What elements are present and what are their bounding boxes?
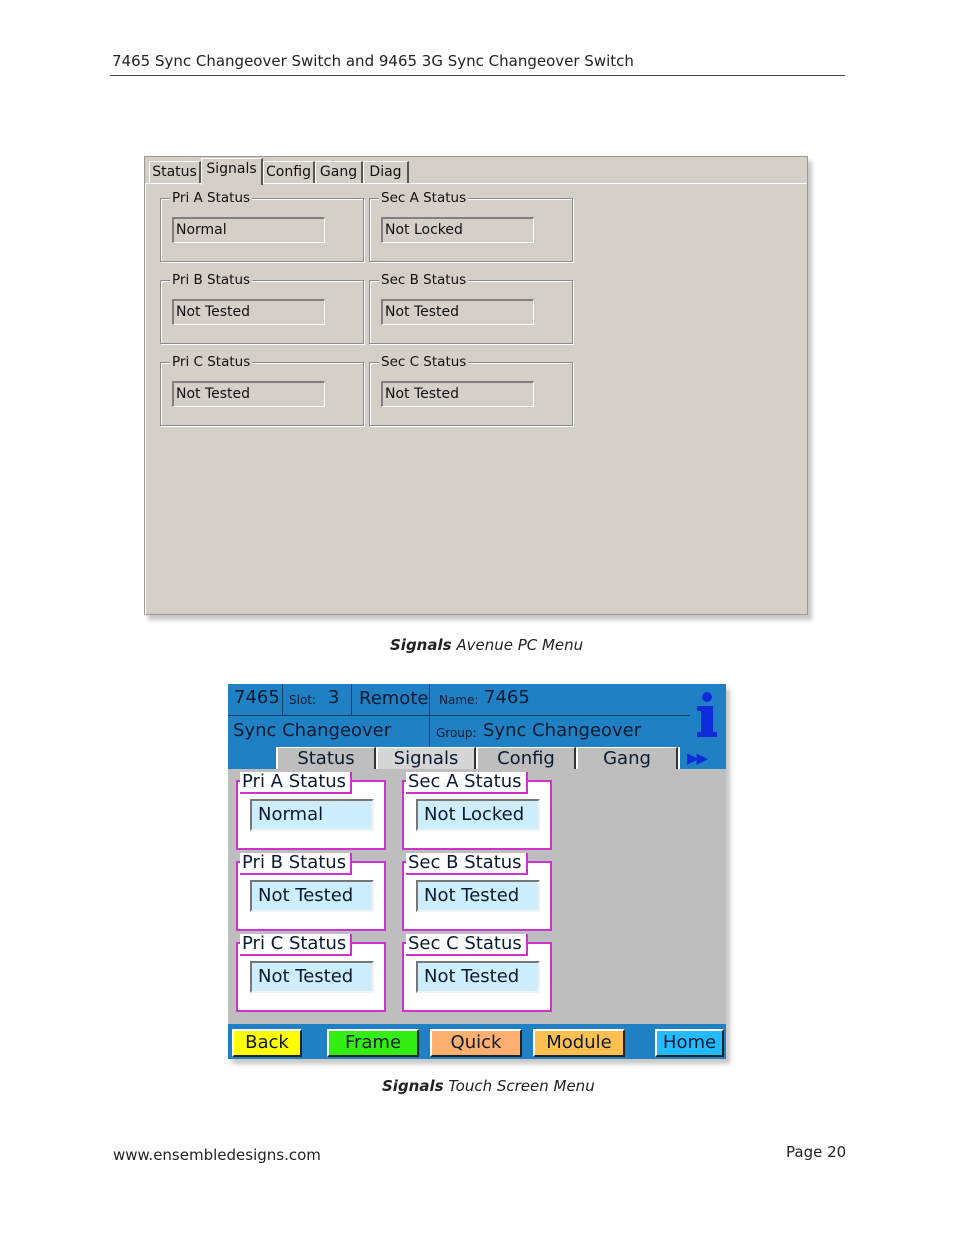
pc-group-sec-b: [369, 272, 573, 344]
frame-button[interactable]: Frame: [327, 1029, 419, 1057]
pc-signals-panel: [144, 156, 808, 615]
ts-group-sec-c: [402, 933, 552, 1012]
ts-slot-label: Slot:: [289, 693, 317, 707]
module-button[interactable]: Module: [533, 1029, 625, 1057]
ts-group-label: Group:: [436, 726, 477, 740]
pc-tab-config[interactable]: Config: [263, 161, 315, 183]
quick-button[interactable]: Quick: [430, 1029, 522, 1057]
pc-tab-signals[interactable]: Signals: [201, 158, 263, 185]
ts-group-title: Sec C Status: [406, 934, 528, 956]
pc-status-field: Not Tested: [381, 299, 534, 325]
pc-group-label: Pri B Status: [172, 272, 251, 288]
pc-group-pri-b: [160, 272, 364, 344]
caption-bold: Signals: [390, 636, 452, 654]
info-icon-dot: [702, 692, 712, 702]
ts-status-field: Not Tested: [416, 880, 540, 912]
ts-group-pri-b: [236, 852, 386, 931]
ts-tab-signals[interactable]: Signals: [376, 747, 476, 769]
ts-group-sec-b: [402, 852, 552, 931]
ts-mode: Remote: [359, 688, 429, 709]
pc-status-field: Not Tested: [172, 381, 325, 407]
ts-divider: [351, 684, 352, 715]
ts-divider: [429, 715, 430, 746]
ts-group-pri-a: [236, 771, 386, 850]
ts-slot-value: 3: [328, 687, 340, 708]
pc-group-sec-a: [369, 190, 573, 262]
caption-text: Touch Screen Menu: [443, 1077, 595, 1095]
pc-group-sec-c: [369, 354, 573, 426]
pc-status-field: Not Locked: [381, 217, 534, 243]
pc-group-label: Pri A Status: [172, 190, 251, 206]
ts-group-pri-c: [236, 933, 386, 1012]
pc-group-label: Sec A Status: [381, 190, 467, 206]
pc-status-field: Not Tested: [381, 381, 534, 407]
ts-status-field: Not Tested: [416, 961, 540, 993]
pc-status-field: Normal: [172, 217, 325, 243]
info-icon-stem: [701, 706, 713, 734]
touch-menu-caption: [382, 1077, 595, 1095]
pc-group-label: Pri C Status: [172, 354, 251, 370]
ts-name-value: 7465: [484, 687, 530, 708]
pc-group-pri-c: [160, 354, 364, 426]
footer-url[interactable]: www.ensembledesigns.com: [113, 1146, 321, 1164]
ts-tab-status[interactable]: Status: [276, 747, 376, 769]
ts-divider: [282, 684, 283, 715]
ts-status-field: Normal: [250, 799, 374, 831]
home-button[interactable]: Home: [655, 1029, 724, 1057]
ts-description: Sync Changeover: [233, 720, 392, 741]
ts-divider: [429, 684, 430, 715]
document-header: 7465 Sync Changeover Switch and 9465 3G Sync Changeover Switch: [112, 52, 634, 70]
ts-divider: [228, 715, 690, 716]
pc-group-label: Sec B Status: [381, 272, 467, 288]
ts-group-title: Pri B Status: [240, 853, 352, 875]
ts-group-title: Sec B Status: [406, 853, 528, 875]
ts-model: 7465: [234, 687, 280, 708]
pc-tab-gang[interactable]: Gang: [315, 161, 363, 183]
caption-bold: Signals: [382, 1077, 444, 1095]
pc-tab-strip: [145, 157, 807, 183]
ts-group-sec-a: [402, 771, 552, 850]
ts-status-field: Not Tested: [250, 880, 374, 912]
touch-screen-panel: [228, 684, 726, 1059]
next-tabs-icon[interactable]: ▶▶: [678, 747, 724, 769]
ts-name-label: Name:: [439, 693, 479, 707]
ts-group-title: Pri A Status: [240, 772, 352, 794]
pc-group-label: Sec C Status: [381, 354, 467, 370]
ts-status-field: Not Tested: [250, 961, 374, 993]
pc-tab-diag[interactable]: Diag: [363, 161, 409, 183]
ts-group-title: Pri C Status: [240, 934, 352, 956]
ts-group-value: Sync Changeover: [483, 720, 642, 741]
pc-tab-status[interactable]: Status: [149, 161, 201, 183]
ts-status-field: Not Locked: [416, 799, 540, 831]
ts-tab-config[interactable]: Config: [476, 747, 576, 769]
header-rule: [110, 75, 845, 76]
back-button[interactable]: Back: [232, 1029, 302, 1057]
pc-group-pri-a: [160, 190, 364, 262]
page-number: Page 20: [786, 1143, 847, 1161]
info-icon-base: [697, 732, 717, 737]
caption-text: Avenue PC Menu: [451, 636, 584, 654]
pc-menu-caption: [390, 636, 583, 654]
pc-status-field: Not Tested: [172, 299, 325, 325]
ts-tab-gang[interactable]: Gang: [576, 747, 678, 769]
ts-group-title: Sec A Status: [406, 772, 528, 794]
